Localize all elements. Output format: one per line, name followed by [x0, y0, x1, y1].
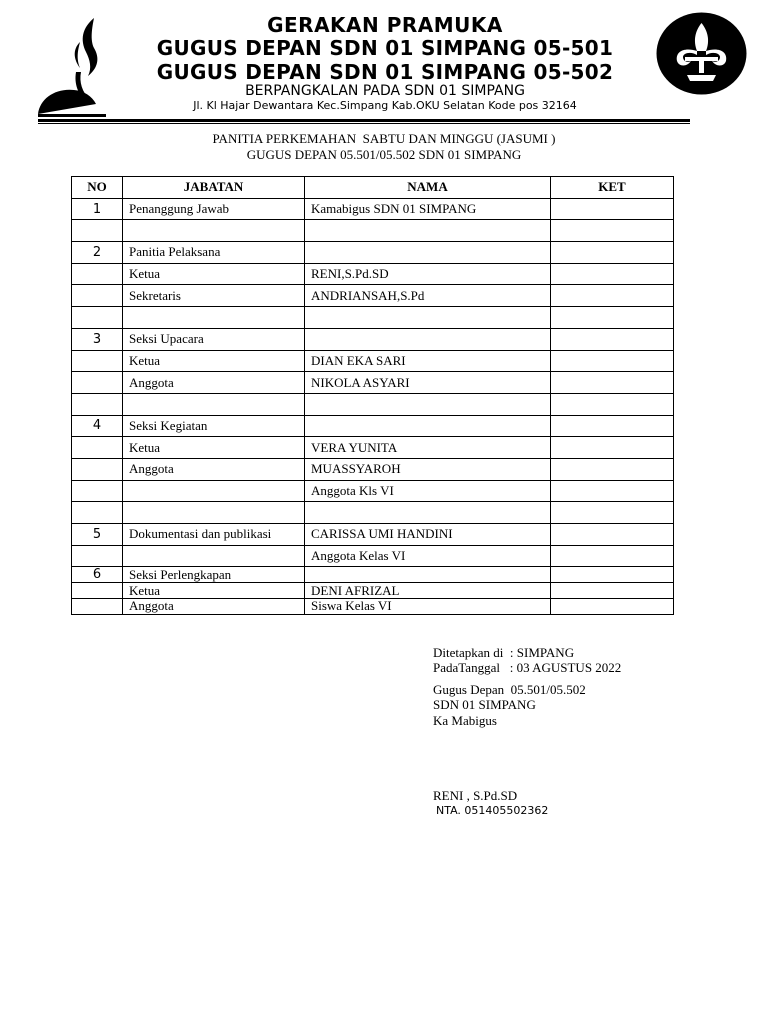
tunas-kelapa-emblem-icon	[36, 14, 116, 118]
cell-nama	[305, 393, 551, 415]
cell-ket	[551, 598, 674, 614]
table-row	[72, 285, 674, 307]
cell-jabatan: Sekretaris	[123, 285, 305, 307]
cell-ket	[551, 372, 674, 394]
cell-ket	[551, 198, 674, 220]
cell-no: 6	[72, 567, 123, 583]
table-row	[72, 415, 674, 437]
cell-ket	[551, 415, 674, 437]
signature-place: Ditetapkan di : SIMPANG	[433, 645, 575, 660]
cell-ket	[551, 567, 674, 583]
table-row	[72, 502, 674, 524]
table-row	[72, 263, 674, 285]
cell-nama: MUASSYAROH	[305, 458, 551, 480]
document-title: PANITIA PERKEMAHAN SABTU DAN MINGGU (JASUMI )	[212, 131, 556, 146]
cell-jabatan	[123, 220, 305, 242]
cell-ket	[551, 220, 674, 242]
cell-no: 4	[72, 415, 123, 437]
cell-jabatan: Ketua	[123, 583, 305, 599]
cell-nama	[305, 567, 551, 583]
table-row	[72, 393, 674, 415]
cell-jabatan	[123, 393, 305, 415]
cell-no	[72, 393, 123, 415]
table-header-row	[72, 177, 674, 199]
table-row	[72, 350, 674, 372]
table-row	[72, 307, 674, 329]
cell-jabatan: Panitia Pelaksana	[123, 242, 305, 264]
cell-no	[72, 437, 123, 459]
cell-jabatan: Seksi Kegiatan	[123, 415, 305, 437]
header-gugus-depan-501: GUGUS DEPAN SDN 01 SIMPANG 05-501	[156, 36, 614, 60]
cell-nama: DENI AFRIZAL	[305, 583, 551, 599]
table-row	[72, 198, 674, 220]
table-row	[72, 220, 674, 242]
cell-jabatan	[123, 545, 305, 567]
cell-nama: Kamabigus SDN 01 SIMPANG	[305, 198, 551, 220]
table-row	[72, 372, 674, 394]
signatory-nta: NTA. 051405502362	[436, 804, 549, 817]
cell-jabatan	[123, 480, 305, 502]
cell-nama	[305, 220, 551, 242]
cell-jabatan: Dokumentasi dan publikasi	[123, 524, 305, 546]
signature-role: Ka Mabigus	[433, 713, 497, 728]
cell-ket	[551, 524, 674, 546]
signature-org: Gugus Depan 05.501/05.502	[433, 682, 586, 697]
cell-nama	[305, 242, 551, 264]
cell-no	[72, 307, 123, 329]
cell-ket	[551, 583, 674, 599]
table-row	[72, 458, 674, 480]
column-header-nama: NAMA	[305, 177, 551, 199]
cell-ket	[551, 480, 674, 502]
cell-nama: CARISSA UMI HANDINI	[305, 524, 551, 546]
cell-no	[72, 220, 123, 242]
table-row	[72, 567, 674, 583]
cell-ket	[551, 285, 674, 307]
cell-ket	[551, 242, 674, 264]
table-row	[72, 328, 674, 350]
cell-jabatan: Anggota	[123, 372, 305, 394]
cell-nama: Anggota Kls VI	[305, 480, 551, 502]
table-row	[72, 437, 674, 459]
cell-no	[72, 545, 123, 567]
cell-nama	[305, 307, 551, 329]
cell-no: 5	[72, 524, 123, 546]
cell-no	[72, 263, 123, 285]
cell-ket	[551, 502, 674, 524]
cell-ket	[551, 393, 674, 415]
cell-nama: Anggota Kelas VI	[305, 545, 551, 567]
cell-jabatan: Anggota	[123, 458, 305, 480]
column-header-jabatan: JABATAN	[123, 177, 305, 199]
header-address: Jl. Kl Hajar Dewantara Kec.Simpang Kab.OKU Selatan Kode pos 32164	[193, 99, 577, 112]
cell-ket	[551, 263, 674, 285]
cell-no: 3	[72, 328, 123, 350]
header-gugus-depan-502: GUGUS DEPAN SDN 01 SIMPANG 05-502	[156, 60, 614, 84]
cell-no: 1	[72, 198, 123, 220]
cell-jabatan	[123, 307, 305, 329]
cell-ket	[551, 328, 674, 350]
header-org-name: GERAKAN PRAMUKA	[267, 13, 503, 37]
cell-no	[72, 583, 123, 599]
column-header-ket: KET	[551, 177, 674, 199]
cell-jabatan: Seksi Upacara	[123, 328, 305, 350]
cell-no	[72, 350, 123, 372]
cell-ket	[551, 458, 674, 480]
committee-table	[71, 176, 674, 615]
cell-no	[72, 480, 123, 502]
header-divider-thin	[38, 123, 690, 124]
cell-no: 2	[72, 242, 123, 264]
scout-fleur-de-lis-emblem-icon	[655, 11, 748, 96]
cell-jabatan: Ketua	[123, 263, 305, 285]
cell-ket	[551, 307, 674, 329]
cell-nama	[305, 328, 551, 350]
cell-ket	[551, 350, 674, 372]
cell-ket	[551, 545, 674, 567]
header-base: BERPANGKALAN PADA SDN 01 SIMPANG	[245, 83, 525, 99]
cell-jabatan: Ketua	[123, 437, 305, 459]
cell-jabatan	[123, 502, 305, 524]
cell-no	[72, 372, 123, 394]
cell-no	[72, 458, 123, 480]
cell-jabatan: Anggota	[123, 598, 305, 614]
cell-jabatan: Seksi Perlengkapan	[123, 567, 305, 583]
signature-date: PadaTanggal : 03 AGUSTUS 2022	[433, 660, 622, 675]
table-row	[72, 598, 674, 614]
cell-nama: RENI,S.Pd.SD	[305, 263, 551, 285]
table-row	[72, 524, 674, 546]
cell-no	[72, 598, 123, 614]
document-subtitle: GUGUS DEPAN 05.501/05.502 SDN 01 SIMPANG	[246, 147, 522, 162]
cell-no	[72, 502, 123, 524]
cell-nama	[305, 415, 551, 437]
cell-nama: NIKOLA ASYARI	[305, 372, 551, 394]
cell-no	[72, 285, 123, 307]
signature-school: SDN 01 SIMPANG	[433, 697, 536, 712]
cell-jabatan: Penanggung Jawab	[123, 198, 305, 220]
cell-nama	[305, 502, 551, 524]
table-row	[72, 545, 674, 567]
cell-nama: DIAN EKA SARI	[305, 350, 551, 372]
signatory-name: RENI , S.Pd.SD	[433, 788, 518, 803]
table-row	[72, 242, 674, 264]
header-divider-thick	[38, 119, 690, 122]
column-header-no: NO	[72, 177, 123, 199]
cell-nama: Siswa Kelas VI	[305, 598, 551, 614]
table-row	[72, 480, 674, 502]
cell-nama: ANDRIANSAH,S.Pd	[305, 285, 551, 307]
cell-nama: VERA YUNITA	[305, 437, 551, 459]
table-row	[72, 583, 674, 599]
cell-jabatan: Ketua	[123, 350, 305, 372]
cell-ket	[551, 437, 674, 459]
